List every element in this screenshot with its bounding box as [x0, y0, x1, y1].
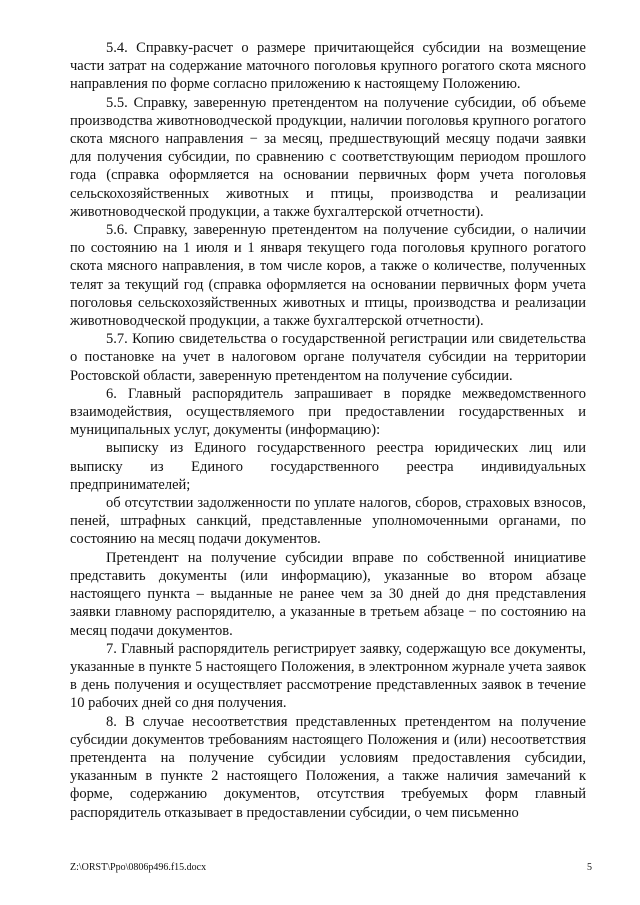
- paragraph-5-5: 5.5. Справку, заверенную претендентом на получение субсидии, об объеме производства животноводческой продукции, наличии поголовья крупного рогатого скота мясного направления − за месяц, предшествующий месяцу подачи заявки для получения субсидии, по сравнению с соответствующим периодом прошлого года (справка оформляется на основании первичных форм учета поголовья сельскохозяйственных животных и птицы, производства и реализации животноводческой продукции, а также бухгалтерской отчетности).: [70, 94, 586, 220]
- footer-file-path: Z:\ORST\Ppo\0806p496.f15.docx: [70, 862, 207, 873]
- page-number: 5: [587, 862, 592, 873]
- paragraph-8: 8. В случае несоответствия представленных претендентом на получение субсидии документов требованиям настоящего Положения и (или) несоответствия претендента на получение субсидии условиям предоставления субсидии, указанным в пункте 2 настоящего Положения, а также наличия замечаний к форме, содержанию документов, отсутствия требуемых форм главный распорядитель отказывает в предоставлении субсидии, о чем письменно: [70, 713, 586, 821]
- page-footer: [70, 862, 592, 874]
- paragraph-6: 6. Главный распорядитель запрашивает в порядке межведомственного взаимодействия, осуществляемого при предоставлении государственных и муниципальных услуг, документы (информацию):: [70, 385, 586, 439]
- document-body: [70, 39, 586, 822]
- paragraph-5-7: 5.7. Копию свидетельства о государственной регистрации или свидетельства о постановке на учет в налоговом органе получателя субсидии на территории Ростовской области, заверенную претендентом на получение субсидии.: [70, 331, 586, 384]
- paragraph-6-item-1: выписку из Единого государственного реестра юридических лиц или выписку из Единого государственного реестра индивидуальных предпринимателей;: [70, 440, 586, 493]
- paragraph-7: 7. Главный распорядитель регистрирует заявку, содержащую все документы, указанные в пункте 5 настоящего Положения, в электронном журнале учета заявок в день получения и осуществляет рассмотрение представленных заявок в течение 10 рабочих дней со дня получения.: [70, 640, 586, 712]
- paragraph-6-note: Претендент на получение субсидии вправе по собственной инициативе представить документы (или информацию), указанные во втором абзаце настоящего пункта – выданные не ранее чем за 30 дней до дня представления заявки главному распорядителю, а указанные в третьем абзаце − по состоянию на месяц подачи документов.: [70, 549, 586, 639]
- paragraph-5-6: 5.6. Справку, заверенную претендентом на получение субсидии, о наличии по состоянию на 1 июля и 1 января текущего года поголовья крупного рогатого скота мясного направления, в том числе коров, а также о количестве, полученных телят за текущий год (справка оформляется на основании первичных форм учета поголовья сельскохозяйственных животных и птицы, производства и реализации животноводческой продукции, а также бухгалтерской отчетности).: [70, 222, 586, 330]
- paragraph-6-item-2: об отсутствии задолженности по уплате налогов, сборов, страховых взносов, пеней, штрафных санкций, представленные уполномоченными органами, по состоянию на месяц подачи документов.: [70, 495, 586, 548]
- paragraph-5-4: 5.4. Справку-расчет о размере причитающейся субсидии на возмещение части затрат на содержание маточного поголовья крупного рогатого скота мясного направления по форме согласно приложению к настоящему Положению.: [70, 40, 586, 93]
